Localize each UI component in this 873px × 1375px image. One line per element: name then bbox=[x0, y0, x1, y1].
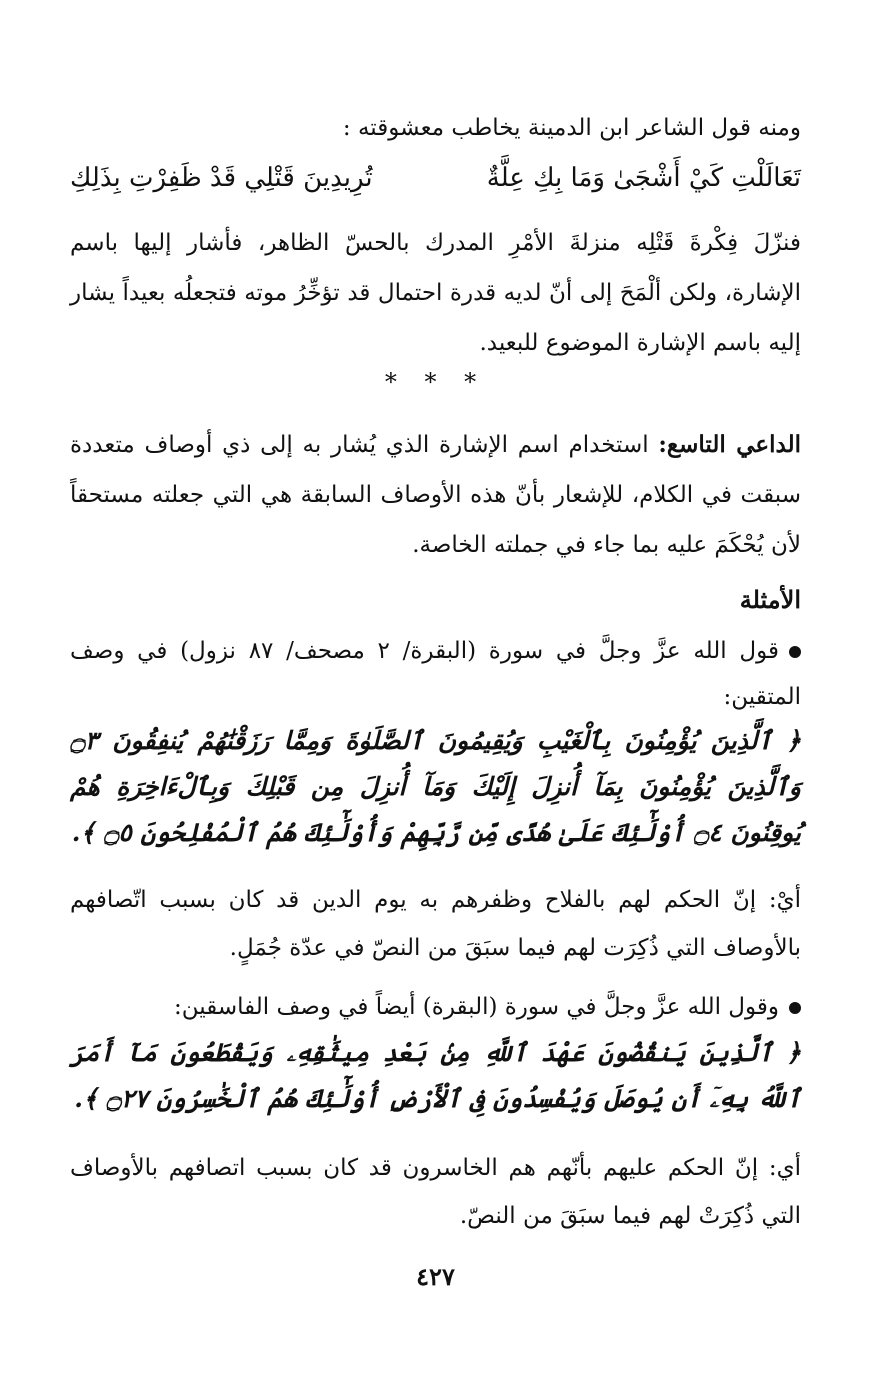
paragraph-explanation: فنزّلَ فِكْرةَ قَتْلِه منزلةَ الأمْرِ المدرك بالحسّ الظاهر، فأشار إليها باسم الإشارة، ولكن ألْمَحَ إلى أنّ لديه قدرة احتمال قد تؤخِّرُ موته فتجعلُه بعيداً يشار إليه باسم الإشارة الموضوع للبعيد. bbox=[70, 230, 801, 356]
paragraph-ninth-motive bbox=[70, 420, 801, 570]
bullet-icon bbox=[789, 1002, 801, 1014]
quran-quote-1: ﴿ ٱلَّذِينَ يُؤْمِنُونَ بِٱلْغَيْبِ وَيُقِيمُونَ ٱلصَّلَوٰةَ وَمِمَّا رَزَقْنَٰهُمْ يُنفِقُونَ ۝٣ وَٱلَّذِينَ يُؤْمِنُونَ بِمَآ أُنزِلَ إِلَيْكَ وَمَآ أُنزِلَ مِن قَبْلِكَ وَبِٱلْءَاخِرَةِ هُمْ يُوقِنُونَ ۝٤ أُوْلَٰٓئِكَ عَلَىٰ هُدًى مِّن رَّبِّهِمْ وَأُوْلَٰٓئِكَ هُمُ ٱلْمُفْلِحُونَ ۝٥ ﴾. bbox=[70, 726, 801, 847]
ninth-motive-label: الداعي التاسع: bbox=[658, 431, 801, 458]
verse-second-hemistich: تُرِيدِينَ قَتْلِي قَدْ ظَفِرْتِ بِذَلِكِ bbox=[70, 163, 373, 193]
section-divider-stars: * * * bbox=[384, 368, 487, 396]
example-2-text: وقول الله عزَّ وجلَّ في سورة (البقرة) أيضاً في وصف الفاسقين: bbox=[174, 994, 779, 1020]
example-1-intro bbox=[70, 628, 801, 720]
quran-quote-2: ﴿ ٱلَّذِينَ يَنقُضُونَ عَهْدَ ٱللَّهِ مِنۢ بَعْدِ مِيثَٰقِهِۦ وَيَقْطَعُونَ مَآ أَمَرَ ٱللَّهُ بِهِۦٓ أَن يُوصَلَ وَيُفْسِدُونَ فِى ٱلْأَرْضِ أُوْلَٰٓئِكَ هُمُ ٱلْخَٰسِرُونَ ۝٢٧ ﴾. bbox=[70, 1038, 801, 1113]
intro-line: ومنه قول الشاعر ابن الدمينة يخاطب معشوقته : bbox=[342, 115, 801, 141]
examples-heading: الأمثلة bbox=[739, 585, 801, 614]
document-page bbox=[70, 0, 801, 1375]
poetry-verse bbox=[70, 158, 801, 198]
ninth-motive-text: استخدام اسم الإشارة الذي يُشار به إلى ذي أوصاف متعددة سبقت في الكلام، للإشعار بأنّ هذه الأوصاف السابقة هي التي جعلته مستحقاً لأن يُحْكَمَ عليه بما جاء في جملته الخاصة. bbox=[70, 432, 801, 558]
bullet-icon bbox=[789, 646, 801, 658]
paragraph-example-1-comment: أيْ: إنّ الحكم لهم بالفلاح وظفرهم به يوم الدين قد كان بسبب اتّصافهم بالأوصاف التي ذُكِرَت لهم فيما سبَقَ من النصّ في عدّة جُمَلٍ. bbox=[70, 887, 801, 961]
verse-first-hemistich: تَعَالَلْتِ كَيْ أَشْجَىٰ وَمَا بِكِ عِلَّةٌ bbox=[486, 163, 801, 193]
example-1-text: قول الله عزَّ وجلَّ في سورة (البقرة/ ٢ مصحف/ ٨٧ نزول) في وصف المتقين: bbox=[70, 638, 801, 710]
example-2-intro bbox=[70, 984, 801, 1030]
page-number: ٤٢٧ bbox=[416, 1262, 455, 1291]
paragraph-example-2-comment: أي: إنّ الحكم عليهم بأنّهم هم الخاسرون قد كان بسبب اتصافهم بالأوصاف التي ذُكِرَتْ لهم فيما سبَقَ من النصّ. bbox=[70, 1155, 801, 1229]
